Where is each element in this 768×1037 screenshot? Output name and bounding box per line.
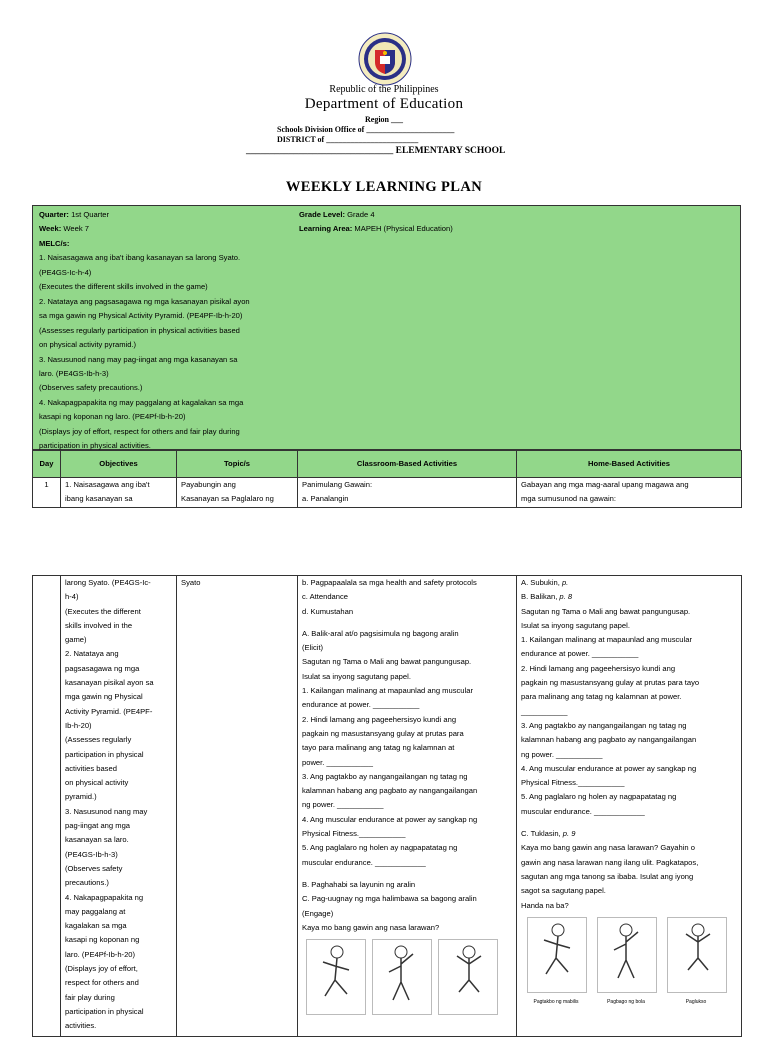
classroom-line: Isulat sa inyong sagutang papel. xyxy=(302,671,411,681)
home-line: endurance at power. ___________ xyxy=(521,649,639,659)
melc-line: 2. Natataya ang pagsasagawa ng mga kasanayan pisikal ayon xyxy=(39,296,250,306)
objective-line: Activity Pyramid. (PE4PF- xyxy=(65,706,153,716)
throwing-illustration xyxy=(597,917,657,993)
runner-illustration xyxy=(306,939,366,1015)
home-line: gawin ang nasa larawan nang ilang ulit. Pagkatapos, xyxy=(521,857,699,867)
home-line: kalamnan habang ang pagbato ay nangangailangan xyxy=(521,735,697,745)
objective-line: laro. (PE4Pf-Ib-h-20) xyxy=(65,949,136,959)
objective-line: precautions.) xyxy=(65,878,109,888)
melc-line: 3. Nasusunod nang may pag-iingat ang mga kasanayan sa xyxy=(39,354,238,364)
classroom-pictures xyxy=(302,939,512,1013)
melc-line: kasapi ng koponan ng laro. (PE4Pf-Ib-h-20) xyxy=(39,412,186,422)
objective-line: participation in physical xyxy=(65,749,144,759)
cont-home-list xyxy=(521,576,737,913)
classroom-line: 4. Ang muscular endurance at power ay sangkap ng xyxy=(302,814,478,824)
home-line: Sagutan ng Tama o Mali ang bawat pangungusap. xyxy=(521,606,691,616)
objective-line: may paggalang at xyxy=(65,906,126,916)
header-day: Day xyxy=(33,451,61,478)
day-1: 1 xyxy=(33,478,61,508)
week-label: Week: xyxy=(39,224,62,234)
classroom-line: A. Balik-aral at/o pagsisimula ng bagong aralin xyxy=(302,628,459,638)
caption-jumping: Paglukso xyxy=(685,998,707,1005)
throwing-illustration xyxy=(372,939,432,1015)
objective-line: on physical activity xyxy=(65,778,129,788)
objective-line: activities. xyxy=(65,1021,97,1031)
caption-throwing: Pagbago ng bola xyxy=(607,998,645,1005)
info-left xyxy=(39,208,324,454)
row1-classroom xyxy=(298,478,517,508)
melc-line: (Assesses regularly participation in physical activities based xyxy=(39,325,240,335)
header-classroom: Classroom-Based Activities xyxy=(298,451,517,478)
grade-label: Grade Level: xyxy=(299,210,346,219)
home-line: C. Tuklasin, p. 9 xyxy=(521,829,576,839)
objective-line: activities based xyxy=(65,763,117,773)
objective-line: (PE4GS-Ib-h-3) xyxy=(65,849,118,859)
home-line: 3. Ang pagtakbo ay nangangailangan ng tatag ng xyxy=(521,720,687,730)
home-line: A. Subukin, p. xyxy=(521,578,569,587)
objective-line: mga gawin ng Physical xyxy=(65,692,143,702)
home-line: 4. Ang muscular endurance at power ay sangkap ng xyxy=(521,763,697,773)
objective-line: skills involved in the xyxy=(65,620,133,630)
row1-objectives-line: ibang kasanayan sa xyxy=(65,494,133,504)
melc-line: participation in physical activities. xyxy=(39,441,151,451)
objective-line: kagalakan sa mga xyxy=(65,921,127,931)
objective-line: participation in physical xyxy=(65,1006,144,1016)
home-pictures xyxy=(521,917,737,1005)
classroom-line: Kaya mo bang gawin ang nasa larawan? xyxy=(302,922,440,932)
home-line: Isulat sa inyong sagutang papel. xyxy=(521,620,630,630)
week-value: Week 7 xyxy=(61,224,89,234)
home-line: 2. Hindi lamang ang pageehersisyo kundi ang xyxy=(521,663,676,673)
row1-objectives-line: 1. Naisasagawa ang iba't xyxy=(65,480,150,489)
row1-classroom-line: a. Panalangin xyxy=(302,494,349,504)
quarter-label: Quarter: xyxy=(39,210,69,219)
home-line: para malinang ang tatag ng kalamnan at power. xyxy=(521,692,682,702)
classroom-line: b. Pagpapaalala sa mga health and safety protocols xyxy=(302,578,477,587)
row1-home-line: Gabayan ang mga mag-aaral upang magawa ang xyxy=(521,480,689,489)
objective-line: (Assesses regularly xyxy=(65,735,132,745)
classroom-line: Physical Fitness.___________ xyxy=(302,829,406,839)
school-text: _______________________________ ELEMENTARY SCHOOL xyxy=(246,146,506,156)
classroom-line: power. ___________ xyxy=(302,757,373,767)
objective-line: pag-iingat ang mga xyxy=(65,821,131,831)
classroom-line: kalamnan habang ang pagbato ay nangangailangan xyxy=(302,786,478,796)
jumping-illustration xyxy=(667,917,727,993)
melc-line: on physical activity pyramid.) xyxy=(39,340,137,350)
cont-objectives xyxy=(61,576,177,1037)
home-line xyxy=(521,819,737,827)
division-text: Schools Division Office of ______________________ xyxy=(277,125,455,134)
area-label: Learning Area: xyxy=(299,224,353,234)
row1-home xyxy=(517,478,742,508)
objective-line: (Displays joy of effort, xyxy=(65,964,138,974)
home-line: Physical Fitness.___________ xyxy=(521,778,625,788)
cont-classroom xyxy=(298,576,517,1037)
classroom-line: 5. Ang paglalaro ng holen ay nagpapatatag ng xyxy=(302,843,458,853)
row1-classroom-line: Panimulang Gawain: xyxy=(302,480,373,489)
district-text: DISTRICT of _______________________ xyxy=(277,135,419,144)
objective-line: respect for others and xyxy=(65,978,139,988)
objective-line: game) xyxy=(65,635,87,645)
melc-line: (Displays joy of effort, respect for others and fair play during xyxy=(39,426,240,436)
classroom-line: Sagutan ng Tama o Mali ang bawat pangungusap. xyxy=(302,657,472,667)
classroom-line: ng power. ___________ xyxy=(302,800,384,810)
objective-line: Ib-h-20) xyxy=(65,720,92,730)
classroom-line: tayo para malinang ang tatag ng kalamnan at xyxy=(302,743,455,753)
home-line: sagutan ang mga tanong sa ibaba. Isulat ang iyong xyxy=(521,871,694,881)
republic-text: Republic of the Philippines xyxy=(329,84,439,95)
home-line: ___________ xyxy=(521,706,568,716)
row1-topic xyxy=(177,478,298,508)
objective-line: larong Syato. (PE4GS-Ic- xyxy=(65,578,151,587)
melc-line: 4. Nakapagpapakita ng may paggalang at kagalakan sa mga xyxy=(39,397,244,407)
melc-line: laro. (PE4GS-Ib-h-3) xyxy=(39,368,109,378)
objective-line: kasapi ng koponan ng xyxy=(65,935,140,945)
classroom-line xyxy=(302,870,512,878)
melc-line: (Observes safety precautions.) xyxy=(39,383,143,393)
classroom-line: d. Kumustahan xyxy=(302,606,354,616)
classroom-line: c. Attendance xyxy=(302,592,349,602)
deped-seal-logo xyxy=(358,32,412,86)
classroom-line: endurance at power. ___________ xyxy=(302,700,420,710)
classroom-line: (Elicit) xyxy=(302,643,324,653)
classroom-line: pagkain ng masustansyang gulay at prutas para xyxy=(302,728,464,738)
department-title: Department of Education xyxy=(304,96,464,112)
jumping-illustration xyxy=(438,939,498,1015)
cont-day xyxy=(33,576,61,1037)
melc-line: sa mga gawin ng Physical Activity Pyramid. (PE4PF-Ib-h-20) xyxy=(39,311,243,321)
home-line: 5. Ang paglalaro ng holen ay nagpapatatag ng xyxy=(521,792,677,802)
region-text: Region ___ xyxy=(365,115,403,124)
objective-line: kasanayan pisikal ayon sa xyxy=(65,678,154,688)
melc-line: (PE4GS-Ic-h-4) xyxy=(39,267,92,277)
objective-line: fair play during xyxy=(65,992,115,1002)
quarter-value: 1st Quarter xyxy=(68,210,110,219)
runner-illustration xyxy=(527,917,587,993)
home-line: 1. Kailangan malinang at mapaunlad ang muscular xyxy=(521,635,692,645)
cont-home xyxy=(517,576,742,1037)
melc-line: 1. Naisasagawa ang iba't ibang kasanayan sa larong Syato. xyxy=(39,253,241,263)
plan-title: WEEKLY LEARNING PLAN xyxy=(285,179,483,195)
melcs-label: MELC/s: xyxy=(39,238,70,248)
classroom-line: 2. Hindi lamang ang pageehersisyo kundi ang xyxy=(302,714,457,724)
header-objectives: Objectives xyxy=(61,451,177,478)
classroom-line xyxy=(302,619,512,627)
objective-line: 4. Nakapagpapakita ng xyxy=(65,892,144,902)
plan-table-continuation xyxy=(32,575,742,1037)
grade-value: Grade 4 xyxy=(345,210,375,219)
area-value: MAPEH (Physical Education) xyxy=(352,224,453,234)
home-line: pagkain ng masustansyang gulay at prutas para tayo xyxy=(521,678,700,688)
home-line: Handa na ba? xyxy=(521,900,569,910)
classroom-line: (Engage) xyxy=(302,908,334,918)
home-line: ng power. ___________ xyxy=(521,749,603,759)
row1-topic-line: Kasanayan sa Paglalaro ng xyxy=(181,494,274,504)
row1-topic-line: Payabungin ang xyxy=(181,480,236,489)
objective-line: pagsasagawa ng mga xyxy=(65,663,140,673)
objective-line: 3. Nasusunod nang may xyxy=(65,806,148,816)
caption-running: Pagtakbo ng mabilis xyxy=(533,998,579,1005)
classroom-line: muscular endurance. ____________ xyxy=(302,857,426,867)
home-line: B. Balikan, p. 8 xyxy=(521,592,573,602)
header-topics: Topic/s xyxy=(177,451,298,478)
objective-line: (Executes the different xyxy=(65,606,141,616)
plan-table-header xyxy=(32,450,742,508)
topic-line: Syato xyxy=(181,578,201,587)
home-line: muscular endurance. ____________ xyxy=(521,806,645,816)
cont-classroom-list xyxy=(302,576,512,935)
objective-line: pyramid.) xyxy=(65,792,97,802)
melc-line: (Executes the different skills involved in the game) xyxy=(39,282,208,292)
row1-home-line: mga sumusunod na gawain: xyxy=(521,494,616,504)
classroom-line: C. Pag-uugnay ng mga halimbawa sa bagong aralin xyxy=(302,894,477,904)
home-line: Kaya mo bang gawin ang nasa larawan? Gayahin o xyxy=(521,843,695,853)
objective-line: kasanayan sa laro. xyxy=(65,835,129,845)
home-line: sagot sa sagutang papel. xyxy=(521,886,606,896)
melc-list xyxy=(39,251,324,453)
classroom-line: 1. Kailangan malinang at mapaunlad ang muscular xyxy=(302,686,473,696)
row1-objectives xyxy=(61,478,177,508)
info-right xyxy=(299,208,453,237)
classroom-line: 3. Ang pagtakbo ay nangangailangan ng tatag ng xyxy=(302,771,468,781)
info-block xyxy=(32,205,741,450)
objective-line: 2. Natataya ang xyxy=(65,649,119,659)
cont-topic xyxy=(177,576,298,1037)
classroom-line: B. Paghahabi sa layunin ng aralin xyxy=(302,879,416,889)
objective-line: (Observes safety xyxy=(65,863,123,873)
objective-line: h-4) xyxy=(65,592,79,602)
header-home: Home-Based Activities xyxy=(517,451,742,478)
